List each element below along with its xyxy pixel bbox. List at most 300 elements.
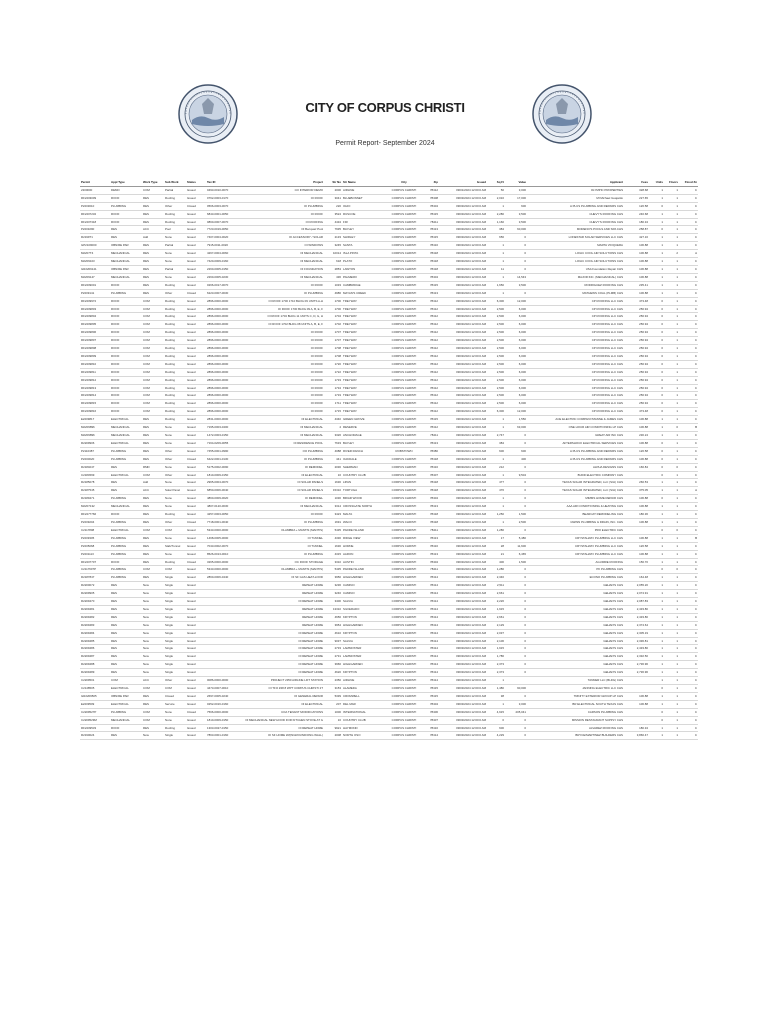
table-cell: None (164, 550, 186, 558)
table-cell: Add (142, 234, 164, 242)
table-cell: 4340 (324, 416, 342, 424)
table-cell: C2148505 (80, 685, 110, 693)
table-cell: 4,229 (487, 732, 505, 740)
table-cell: 0 (505, 566, 527, 574)
table-cell: COUNTRY CLUB (342, 716, 384, 724)
table-cell: 4 (324, 424, 342, 432)
table-cell: COA TENANT MODIFICATIONS (239, 708, 324, 716)
table-cell: 8526-0013-0010 (206, 550, 239, 558)
table-cell: 220 (324, 202, 342, 210)
table-cell: COM (142, 526, 164, 534)
table-cell: OI PLUMBING (239, 289, 324, 297)
table-cell: 0 (505, 258, 527, 266)
table-cell: 2,500 (487, 360, 505, 368)
table-cell: Service (164, 700, 186, 708)
table-cell: COM (142, 337, 164, 345)
table-cell: 1 (664, 692, 679, 700)
table-cell: 09/03/2024 12:00:0 AM (439, 313, 487, 321)
table-cell: 28 (487, 542, 505, 550)
table-cell: C (679, 526, 698, 534)
table-cell (206, 613, 239, 621)
table-cell: Roofing (164, 360, 186, 368)
table-cell: BR ELECTRICAL SOUTH TEXAS CHS (527, 700, 624, 708)
table-cell: 1 (664, 716, 679, 724)
table-cell: 1472-0003-0150 (206, 432, 239, 440)
table-cell: COM (142, 321, 164, 329)
table-cell: C2184599 (80, 471, 110, 479)
table-cell: 1303-0027-0150 (206, 724, 239, 732)
table-cell: 1 (649, 503, 664, 511)
table-cell: OO PLUMBING (239, 447, 324, 455)
table-cell: 256.94 (624, 368, 649, 376)
table-cell: Issued (186, 716, 206, 724)
table-cell: 166.84 (624, 463, 649, 471)
table-cell: CORPUS CHRISTI (384, 250, 424, 258)
table-cell: 1000 (324, 708, 342, 716)
table-cell: 2731 (324, 653, 342, 661)
table-cell: Other (164, 471, 186, 479)
table-cell: 78414 (424, 621, 439, 629)
table-cell: 1 (487, 677, 505, 685)
table-cell: 9037 (324, 637, 342, 645)
table-cell: New (142, 590, 164, 598)
table-row (80, 558, 698, 566)
table-cell: 2,305.19 (624, 629, 649, 637)
table-cell: C (679, 242, 698, 250)
table-row (80, 661, 698, 669)
table-cell: RIDGE VIEW (342, 534, 384, 542)
table-cell: ROOF (110, 511, 142, 519)
table-cell: RF2209814 (80, 392, 110, 400)
table-cell: 09/03/2024 12:00:0 AM (439, 265, 487, 273)
table-cell: TREYWAY (342, 337, 384, 345)
table-cell: 1 (664, 677, 679, 685)
table-cell: PLUMBING (110, 495, 142, 503)
table-cell: 09/03/2024 12:00:0 AM (439, 345, 487, 353)
table-cell: CP ROOFING LLC CHS (527, 337, 624, 345)
table-cell: 09/03/2024 12:00:0 AM (439, 432, 487, 440)
table-cell: 1 (664, 194, 679, 202)
table-cell: C (679, 226, 698, 234)
table-cell: 1 (649, 700, 664, 708)
table-cell: TREYWAY (342, 313, 384, 321)
table-cell: 2,500 (487, 321, 505, 329)
table-cell: 1 (487, 273, 505, 281)
table-cell: 2,500 (487, 329, 505, 337)
table-cell (624, 708, 649, 716)
table-cell: 9921 (324, 724, 342, 732)
column-header: Units (649, 179, 664, 186)
table-cell: None (164, 424, 186, 432)
table-cell: 09/03/2024 12:00:0 AM (439, 653, 487, 661)
table-cell: OBN/RE PAR (110, 265, 142, 273)
table-cell: 1 (664, 234, 679, 242)
table-cell: Issued (186, 439, 206, 447)
table-cell: 78404 (424, 202, 439, 210)
table-cell: AIRLINE (342, 677, 384, 685)
table-cell: Roofing (164, 376, 186, 384)
table-cell: Roofing (164, 511, 186, 519)
table-cell: C (679, 376, 698, 384)
table-cell: 400 (487, 558, 505, 566)
table-cell: 328.68 (624, 186, 649, 194)
table-cell: CP ROOFING LLC CHS (527, 329, 624, 337)
table-cell: 09/03/2024 12:00:0 AM (439, 329, 487, 337)
table-cell: CORPUS CHRISTI (384, 297, 424, 305)
table-cell: 0086-0000-0000 (206, 677, 239, 685)
table-cell: 4860-0009-0020 (206, 495, 239, 503)
table-cell: None (164, 503, 186, 511)
table-cell: 2896-0000-0000 (206, 345, 239, 353)
table-cell: Other (164, 447, 186, 455)
table-cell: R2209487 (80, 653, 110, 661)
table-cell: C (679, 186, 698, 194)
table-cell: Issued (186, 526, 206, 534)
table-cell: 1 (649, 637, 664, 645)
table-cell: None (164, 708, 186, 716)
table-cell: 2,074.91 (624, 590, 649, 598)
table-row (80, 400, 698, 408)
table-cell: 78418 (424, 511, 439, 519)
table-cell: 1 (649, 692, 664, 700)
table-cell: C (679, 669, 698, 677)
table-cell: 7043-0002-0070 (206, 542, 239, 550)
table-cell: 0566-0003-0070 (206, 202, 239, 210)
table-cell: OI REPEAT HOME (239, 637, 324, 645)
table-cell: C (679, 218, 698, 226)
table-cell: P2209305 (80, 534, 110, 542)
table-cell: MI Michael Guajardo (527, 194, 624, 202)
table-cell: RES (142, 250, 164, 258)
table-cell: CORPUS CHRISTI (384, 629, 424, 637)
table-cell: OI ROOF (239, 376, 324, 384)
table-cell: 6,000 (505, 329, 527, 337)
table-cell: 1691 (324, 518, 342, 526)
table-cell: 78404 (424, 558, 439, 566)
table-cell: 78414 (424, 677, 439, 685)
table-cell: 2,087.83 (624, 598, 649, 606)
table-cell: Roofing (164, 408, 186, 416)
table-cell: COM (142, 376, 164, 384)
table-cell: OLAMBRA + MANTIS (MANTIS) (239, 526, 324, 534)
table-cell: MECHANICAL (110, 250, 142, 258)
table-cell: 11,600 (505, 542, 527, 550)
table-cell: 09/03/2024 12:00:0 AM (439, 629, 487, 637)
table-cell: 09/03/2024 12:00:0 AM (439, 637, 487, 645)
table-cell: CORPUS CHRISTI (384, 653, 424, 661)
table-cell: 4434 (324, 218, 342, 226)
table-cell: 09/03/2024 12:00:0 AM (439, 574, 487, 582)
table-cell: Issued (186, 305, 206, 313)
table-row (80, 518, 698, 526)
table-cell: 2860-0006-0440 (206, 574, 239, 582)
table-cell: 09/03/2024 12:00:0 AM (439, 242, 487, 250)
column-header: Flood Zn (679, 179, 698, 186)
table-cell: 375.05 (624, 487, 649, 495)
table-cell: CRYSTALWAY PLUMBING LLC CHS (527, 550, 624, 558)
table-cell: Issued (186, 234, 206, 242)
table-cell: 230.24 (624, 432, 649, 440)
table-cell: BLUEBONNET (342, 194, 384, 202)
table-cell: ALVAREZ ROOFING CHS (527, 724, 624, 732)
table-cell: 266.53 (624, 479, 649, 487)
table-cell: 106.88 (624, 289, 649, 297)
table-cell: 2,129 (487, 621, 505, 629)
table-cell: Roofing (164, 416, 186, 424)
table-cell: R2187545 (80, 487, 110, 495)
table-cell: C (679, 289, 698, 297)
table-cell: 106.88 (624, 242, 649, 250)
table-cell: 600 (487, 447, 505, 455)
table-cell: 78414 (424, 645, 439, 653)
table-cell: 78418 (424, 455, 439, 463)
table-cell: RES (142, 518, 164, 526)
table-cell: 1 (649, 273, 664, 281)
column-header: Value (505, 179, 527, 186)
table-cell: 1 (664, 732, 679, 740)
table-cell: 3326 (324, 432, 342, 440)
table-cell: None (164, 495, 186, 503)
table-cell: 1 (664, 352, 679, 360)
table-cell: OI SF GAS HEAT-LOOD (239, 574, 324, 582)
table-cell: 2,055.20 (624, 582, 649, 590)
table-cell: Single (164, 613, 186, 621)
table-cell: 3246 (324, 590, 342, 598)
table-cell: Issued (186, 218, 206, 226)
table-cell: 2,374.64 (624, 621, 649, 629)
table-cell: 3,866.47 (624, 732, 649, 740)
table-cell: 16 (324, 471, 342, 479)
table-cell: 0 (505, 265, 527, 273)
table-cell: 246.68 (624, 210, 649, 218)
table-cell: BAYLEY (342, 226, 384, 234)
table-cell: 16 (324, 716, 342, 724)
table-cell: 2,433.80 (624, 613, 649, 621)
table-row (80, 297, 698, 305)
table-cell: Issued (186, 258, 206, 266)
table-cell: 6,000 (505, 384, 527, 392)
table-cell: 2896-0000-0000 (206, 297, 239, 305)
table-cell: PLUMBING (110, 447, 142, 455)
table-cell: PLUMBING (110, 566, 142, 574)
table-cell: OI REPEAT HOME (239, 598, 324, 606)
table-cell: 1,550 (505, 416, 527, 424)
table-cell: 1702 (324, 321, 342, 329)
table-cell: 0 (505, 250, 527, 258)
table-cell: CORPUS CHRISTI (384, 400, 424, 408)
table-cell: 78415 (424, 210, 439, 218)
table-cell: C (679, 685, 698, 693)
table-cell: CRYSTALWAY PLUMBING LLC CHS (527, 542, 624, 550)
table-cell: 09/03/2024 12:00:0 AM (439, 321, 487, 329)
table-cell: 1 (664, 700, 679, 708)
table-cell: OI MECHANICAL (239, 258, 324, 266)
table-cell: TEXAS SOLAR INTEGRATED, LLC (SGI) CHS (527, 479, 624, 487)
table-cell: 09/03/2024 12:00:0 AM (439, 273, 487, 281)
table-cell: OI RESIDENCE POOL (239, 439, 324, 447)
table-cell: 38 (487, 692, 505, 700)
table-cell: 1 (649, 432, 664, 440)
table-cell: 0 (649, 408, 664, 416)
table-cell: 156.70 (624, 558, 649, 566)
table-cell: P2203290 (80, 226, 110, 234)
table-cell: OHIO (342, 202, 384, 210)
table-cell: GREAT AIR INC CHS (527, 432, 624, 440)
table-cell: 1704 (324, 313, 342, 321)
table-cell: 7566-0000-0000 (206, 708, 239, 716)
table-cell: R2209489 (80, 669, 110, 677)
table-cell: None (164, 273, 186, 281)
table-cell: 1030 (324, 495, 342, 503)
table-cell: 106.88 (624, 265, 649, 273)
table-cell: PLUMBING (110, 518, 142, 526)
table-cell: 78413 (424, 550, 439, 558)
table-cell: 2350 (324, 677, 342, 685)
table-cell: R2187847 (80, 574, 110, 582)
table-cell: 3314 (324, 503, 342, 511)
table-cell: 1 (487, 455, 505, 463)
table-cell: M2209896 (80, 424, 110, 432)
table-cell: Issued (186, 273, 206, 281)
table-cell: 78418 (424, 250, 439, 258)
table-cell: TREYWAY (342, 321, 384, 329)
table-cell: 09/03/2024 12:00:0 AM (439, 542, 487, 550)
table-cell: OI TUNNEL (239, 542, 324, 550)
table-row (80, 416, 698, 424)
table-cell: INTERNATIONAL (342, 708, 384, 716)
table-cell: Partial (164, 265, 186, 273)
table-row (80, 210, 698, 218)
table-cell: New (142, 732, 164, 740)
table-cell: 0762-0003-0170 (206, 194, 239, 202)
table-row (80, 645, 698, 653)
table-cell: Issued (186, 368, 206, 376)
table-cell: CORPUS CHRISTI (384, 360, 424, 368)
table-cell: 6,000 (505, 376, 527, 384)
table-cell: 4656 (324, 613, 342, 621)
table-cell: 1 (664, 637, 679, 645)
table-cell: TREYWAY (342, 329, 384, 337)
table-cell: Closed (186, 202, 206, 210)
table-row (80, 289, 698, 297)
table-cell: M2207T4 (80, 250, 110, 258)
table-cell: New (142, 598, 164, 606)
table-cell: RES (110, 621, 142, 629)
table-cell: 256.94 (624, 376, 649, 384)
table-cell: Issued (186, 416, 206, 424)
table-cell: 1 (664, 408, 679, 416)
table-cell: Issued (186, 700, 206, 708)
table-cell: Roofing (164, 558, 186, 566)
table-cell: 2733 (324, 645, 342, 653)
table-cell: 78416 (424, 463, 439, 471)
table-cell: 2697-0005-0240 (206, 692, 239, 700)
column-header: Project (239, 179, 324, 186)
table-cell: 09/03/2024 12:00:0 AM (439, 463, 487, 471)
table-cell: OAKDALE (342, 455, 384, 463)
table-cell: 0 (649, 463, 664, 471)
table-cell: CORPUS CHRISTI (384, 202, 424, 210)
table-cell: CP ROOFING LLC CHS (527, 305, 624, 313)
table-cell: 09/03/2024 12:00:0 AM (439, 471, 487, 479)
table-cell: CORPUS CHRISTI (384, 669, 424, 677)
table-cell: CORPUS CHRISTI (384, 613, 424, 621)
table-cell: 3954 (324, 621, 342, 629)
table-cell: 1,650 (487, 281, 505, 289)
table-cell: 1 (649, 518, 664, 526)
table-cell: OI TFO #48 8 WPT CORPUS CHRISTI 2T (239, 685, 324, 693)
table-cell: ELECTRICAL (110, 439, 142, 447)
table-cell: 1 (664, 613, 679, 621)
table-cell: A PLUS PLUMBING AND REPAIRS CHS (527, 447, 624, 455)
table-cell: ALPHA DESIGNS CHS (527, 463, 624, 471)
table-cell: 1 (487, 202, 505, 210)
table-cell: 2,500 (505, 518, 527, 526)
table-cell: 3245 (324, 242, 342, 250)
table-cell: 5343-0000-0000 (206, 566, 239, 574)
table-row (80, 281, 698, 289)
table-row (80, 424, 698, 432)
table-cell: Other (164, 455, 186, 463)
table-cell: COM (142, 471, 164, 479)
table-cell: Other (164, 677, 186, 685)
table-cell: 1 (664, 558, 679, 566)
table-cell: 1 (649, 558, 664, 566)
table-cell: 09/03/2024 12:00:0 AM (439, 226, 487, 234)
table-cell: Issued (186, 511, 206, 519)
table-row (80, 202, 698, 210)
table-cell: RES (142, 432, 164, 440)
table-cell: MISSION RESTAURANT SUPPLY CHS (527, 716, 624, 724)
table-cell: C (679, 582, 698, 590)
table-cell: BEARCAT REMODELING CHS (527, 511, 624, 519)
table-cell: RES (110, 732, 142, 740)
table-cell: REPEAT HOME (239, 590, 324, 598)
table-cell: OI ROOFING (239, 218, 324, 226)
table-cell: GP2109000 (80, 242, 110, 250)
table-cell: Single (164, 605, 186, 613)
table-cell: 1 (487, 242, 505, 250)
table-cell: SILVERADO (342, 605, 384, 613)
table-cell: Issued (186, 463, 206, 471)
table-cell: 3153 (324, 685, 342, 693)
table-cell: 1 (649, 186, 664, 194)
table-cell: 78413 (424, 439, 439, 447)
table-cell: C (679, 677, 698, 685)
table-row (80, 495, 698, 503)
table-cell: 3265-0000-0000 (206, 558, 239, 566)
table-cell: 1707 (324, 337, 342, 345)
column-header: City (384, 179, 424, 186)
table-cell: 7718-0001-0040 (206, 518, 239, 526)
table-cell: CORPUS CHRISTI (384, 281, 424, 289)
table-cell: 1 (649, 218, 664, 226)
table-cell: 3,000 (505, 186, 527, 194)
table-cell: 78412 (424, 376, 439, 384)
table-cell: TORTUGA (342, 487, 384, 495)
table-cell: CROSSGATE NORTH (342, 503, 384, 511)
table-cell: 0493-0010-0070 (206, 186, 239, 194)
table-cell: 0 (505, 724, 527, 732)
table-cell: C (679, 661, 698, 669)
table-cell: 1700 (324, 305, 342, 313)
table-cell: 180.36 (624, 511, 649, 519)
table-cell: MORENO'S POOLS AND SPA CHS (527, 226, 624, 234)
table-cell: GEHAN'S CHS (527, 645, 624, 653)
table-cell: 2,500 (487, 337, 505, 345)
table-cell: 78414 (424, 629, 439, 637)
table-cell: USA Foundation Repair CHS (527, 265, 624, 273)
